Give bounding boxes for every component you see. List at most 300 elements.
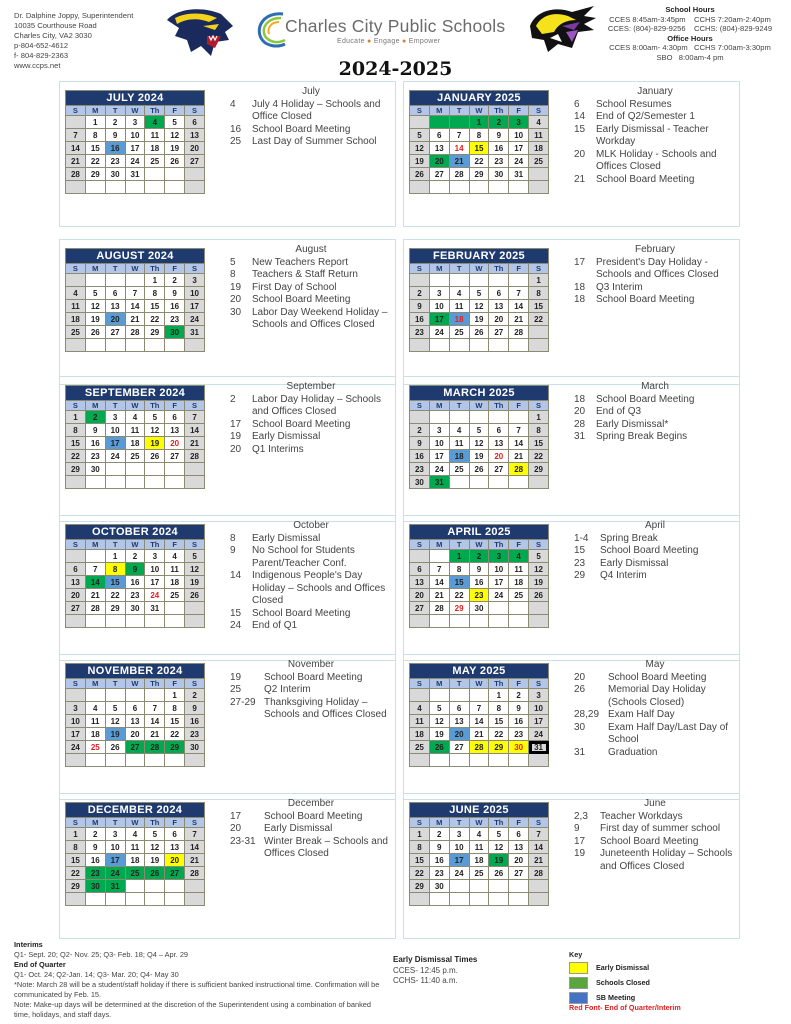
day-cell[interactable]: 14 <box>185 841 205 854</box>
day-cell[interactable]: 5 <box>469 424 489 437</box>
day-cell[interactable]: 22 <box>66 867 86 880</box>
day-cell[interactable]: 21 <box>85 589 105 602</box>
day-cell[interactable]: 12 <box>469 300 489 313</box>
day-cell[interactable]: 18 <box>165 576 185 589</box>
day-cell[interactable]: 1 <box>489 689 509 702</box>
day-cell[interactable]: 17 <box>429 313 449 326</box>
day-cell[interactable]: 21 <box>449 155 469 168</box>
day-cell[interactable]: 31 <box>509 168 529 181</box>
day-cell[interactable]: 13 <box>449 715 469 728</box>
day-cell[interactable]: 20 <box>185 142 205 155</box>
day-cell[interactable]: 25 <box>165 589 185 602</box>
day-cell[interactable]: 21 <box>185 437 205 450</box>
day-cell[interactable]: 1 <box>469 116 489 129</box>
day-cell[interactable]: 6 <box>449 702 469 715</box>
day-cell[interactable]: 26 <box>410 168 430 181</box>
day-cell[interactable]: 18 <box>469 854 489 867</box>
day-cell[interactable]: 14 <box>125 300 145 313</box>
day-cell[interactable]: 19 <box>529 576 549 589</box>
day-cell[interactable]: 14 <box>469 715 489 728</box>
day-cell[interactable]: 13 <box>165 424 185 437</box>
day-cell[interactable]: 17 <box>529 715 549 728</box>
day-cell[interactable]: 2 <box>429 828 449 841</box>
day-cell[interactable]: 14 <box>145 715 165 728</box>
day-cell[interactable]: 30 <box>125 602 145 615</box>
day-cell[interactable]: 14 <box>85 576 105 589</box>
day-cell[interactable]: 24 <box>429 326 449 339</box>
day-cell[interactable]: 13 <box>66 576 86 589</box>
day-cell[interactable]: 9 <box>410 437 430 450</box>
day-cell[interactable]: 1 <box>66 411 86 424</box>
day-cell[interactable]: 27 <box>449 741 469 754</box>
day-cell[interactable]: 16 <box>105 142 125 155</box>
day-cell[interactable]: 12 <box>469 437 489 450</box>
day-cell[interactable]: 30 <box>410 476 430 489</box>
day-cell[interactable]: 9 <box>125 563 145 576</box>
day-cell[interactable]: 4 <box>125 828 145 841</box>
day-cell[interactable]: 18 <box>529 142 549 155</box>
day-cell[interactable]: 23 <box>105 155 125 168</box>
day-cell[interactable]: 29 <box>489 741 509 754</box>
day-cell[interactable]: 30 <box>185 741 205 754</box>
day-cell[interactable]: 17 <box>489 576 509 589</box>
day-cell[interactable]: 3 <box>145 550 165 563</box>
day-cell[interactable]: 1 <box>529 411 549 424</box>
day-cell[interactable]: 16 <box>185 715 205 728</box>
day-cell[interactable]: 5 <box>165 116 185 129</box>
day-cell[interactable]: 21 <box>429 589 449 602</box>
day-cell[interactable]: 15 <box>410 854 430 867</box>
day-cell[interactable]: 5 <box>469 287 489 300</box>
day-cell[interactable]: 8 <box>105 563 125 576</box>
day-cell[interactable]: 12 <box>105 715 125 728</box>
day-cell[interactable]: 9 <box>165 287 185 300</box>
day-cell[interactable]: 12 <box>145 841 165 854</box>
day-cell[interactable]: 11 <box>410 715 430 728</box>
day-cell[interactable]: 15 <box>85 142 105 155</box>
day-cell[interactable]: 17 <box>145 576 165 589</box>
day-cell[interactable]: 27 <box>165 450 185 463</box>
day-cell[interactable]: 24 <box>489 589 509 602</box>
day-cell[interactable]: 20 <box>66 589 86 602</box>
day-cell[interactable]: 22 <box>410 867 430 880</box>
day-cell[interactable]: 25 <box>145 155 165 168</box>
day-cell[interactable]: 22 <box>489 728 509 741</box>
day-cell[interactable]: 6 <box>429 129 449 142</box>
day-cell[interactable]: 4 <box>165 550 185 563</box>
day-cell[interactable]: 7 <box>469 702 489 715</box>
day-cell[interactable]: 20 <box>449 728 469 741</box>
day-cell[interactable]: 3 <box>66 702 86 715</box>
day-cell[interactable]: 8 <box>410 841 430 854</box>
day-cell[interactable]: 14 <box>449 142 469 155</box>
day-cell[interactable]: 29 <box>449 602 469 615</box>
day-cell[interactable]: 7 <box>125 287 145 300</box>
day-cell[interactable]: 8 <box>449 563 469 576</box>
day-cell[interactable]: 28 <box>145 741 165 754</box>
day-cell[interactable]: 27 <box>125 741 145 754</box>
day-cell[interactable]: 19 <box>145 854 165 867</box>
day-cell[interactable]: 3 <box>429 287 449 300</box>
day-cell[interactable]: 6 <box>489 287 509 300</box>
day-cell[interactable]: 13 <box>185 129 205 142</box>
day-cell[interactable]: 19 <box>410 155 430 168</box>
day-cell[interactable]: 25 <box>529 155 549 168</box>
day-cell[interactable]: 27 <box>66 602 86 615</box>
day-cell[interactable]: 2 <box>85 411 105 424</box>
day-cell[interactable]: 20 <box>410 589 430 602</box>
day-cell[interactable]: 28 <box>529 867 549 880</box>
day-cell[interactable]: 3 <box>449 828 469 841</box>
day-cell[interactable]: 16 <box>429 854 449 867</box>
day-cell[interactable]: 17 <box>125 142 145 155</box>
day-cell[interactable]: 20 <box>489 313 509 326</box>
day-cell[interactable]: 23 <box>509 728 529 741</box>
day-cell[interactable]: 3 <box>105 411 125 424</box>
day-cell[interactable]: 2 <box>410 287 430 300</box>
day-cell[interactable]: 6 <box>125 702 145 715</box>
day-cell[interactable]: 23 <box>410 326 430 339</box>
day-cell[interactable]: 10 <box>66 715 86 728</box>
day-cell[interactable]: 7 <box>145 702 165 715</box>
day-cell[interactable]: 11 <box>449 437 469 450</box>
day-cell[interactable]: 24 <box>509 155 529 168</box>
day-cell[interactable]: 31 <box>529 741 549 754</box>
day-cell[interactable]: 13 <box>410 576 430 589</box>
day-cell[interactable]: 9 <box>410 300 430 313</box>
day-cell[interactable]: 12 <box>429 715 449 728</box>
day-cell[interactable]: 4 <box>85 702 105 715</box>
day-cell[interactable]: 22 <box>145 313 165 326</box>
day-cell[interactable]: 13 <box>429 142 449 155</box>
day-cell[interactable]: 31 <box>185 326 205 339</box>
day-cell[interactable]: 14 <box>185 424 205 437</box>
day-cell[interactable]: 24 <box>529 728 549 741</box>
day-cell[interactable]: 28 <box>185 450 205 463</box>
day-cell[interactable]: 7 <box>185 411 205 424</box>
day-cell[interactable]: 7 <box>185 828 205 841</box>
day-cell[interactable]: 29 <box>469 168 489 181</box>
day-cell[interactable]: 7 <box>85 563 105 576</box>
day-cell[interactable]: 16 <box>410 450 430 463</box>
day-cell[interactable]: 20 <box>429 155 449 168</box>
day-cell[interactable]: 21 <box>145 728 165 741</box>
day-cell[interactable]: 23 <box>165 313 185 326</box>
day-cell[interactable]: 19 <box>105 728 125 741</box>
day-cell[interactable]: 29 <box>410 880 430 893</box>
day-cell[interactable]: 25 <box>509 589 529 602</box>
day-cell[interactable]: 22 <box>529 450 549 463</box>
day-cell[interactable]: 13 <box>125 715 145 728</box>
day-cell[interactable]: 16 <box>85 437 105 450</box>
day-cell[interactable]: 18 <box>85 728 105 741</box>
day-cell[interactable]: 24 <box>449 867 469 880</box>
day-cell[interactable]: 24 <box>185 313 205 326</box>
day-cell[interactable]: 14 <box>429 576 449 589</box>
day-cell[interactable]: 6 <box>489 424 509 437</box>
day-cell[interactable]: 20 <box>509 854 529 867</box>
day-cell[interactable]: 23 <box>489 155 509 168</box>
day-cell[interactable]: 5 <box>489 828 509 841</box>
day-cell[interactable]: 29 <box>529 463 549 476</box>
day-cell[interactable]: 23 <box>469 589 489 602</box>
day-cell[interactable]: 11 <box>66 300 86 313</box>
day-cell[interactable]: 31 <box>105 880 125 893</box>
day-cell[interactable]: 7 <box>449 129 469 142</box>
day-cell[interactable]: 19 <box>489 854 509 867</box>
day-cell[interactable]: 22 <box>85 155 105 168</box>
day-cell[interactable]: 2 <box>469 550 489 563</box>
day-cell[interactable]: 6 <box>165 411 185 424</box>
day-cell[interactable]: 7 <box>429 563 449 576</box>
day-cell[interactable]: 10 <box>429 300 449 313</box>
website-link[interactable]: www.ccps.net <box>14 61 61 70</box>
day-cell[interactable]: 4 <box>509 550 529 563</box>
day-cell[interactable]: 26 <box>489 867 509 880</box>
day-cell[interactable]: 28 <box>509 463 529 476</box>
day-cell[interactable]: 19 <box>469 313 489 326</box>
day-cell[interactable]: 16 <box>489 142 509 155</box>
day-cell[interactable]: 12 <box>529 563 549 576</box>
day-cell[interactable]: 19 <box>145 437 165 450</box>
day-cell[interactable]: 4 <box>449 287 469 300</box>
day-cell[interactable]: 10 <box>145 563 165 576</box>
day-cell[interactable]: 15 <box>449 576 469 589</box>
day-cell[interactable]: 7 <box>509 287 529 300</box>
day-cell[interactable]: 1 <box>410 828 430 841</box>
day-cell[interactable]: 8 <box>66 841 86 854</box>
day-cell[interactable]: 4 <box>469 828 489 841</box>
day-cell[interactable]: 19 <box>185 576 205 589</box>
day-cell[interactable]: 1 <box>105 550 125 563</box>
day-cell[interactable]: 28 <box>429 602 449 615</box>
day-cell[interactable]: 31 <box>125 168 145 181</box>
day-cell[interactable]: 19 <box>469 450 489 463</box>
day-cell[interactable]: 13 <box>489 300 509 313</box>
day-cell[interactable]: 14 <box>509 300 529 313</box>
day-cell[interactable]: 5 <box>105 702 125 715</box>
day-cell[interactable]: 25 <box>469 867 489 880</box>
day-cell[interactable]: 15 <box>145 300 165 313</box>
day-cell[interactable]: 14 <box>509 437 529 450</box>
day-cell[interactable]: 15 <box>529 300 549 313</box>
day-cell[interactable]: 23 <box>125 589 145 602</box>
day-cell[interactable]: 16 <box>509 715 529 728</box>
day-cell[interactable]: 10 <box>449 841 469 854</box>
day-cell[interactable]: 27 <box>410 602 430 615</box>
day-cell[interactable]: 12 <box>145 424 165 437</box>
day-cell[interactable]: 6 <box>410 563 430 576</box>
day-cell[interactable]: 26 <box>469 463 489 476</box>
day-cell[interactable]: 5 <box>85 287 105 300</box>
day-cell[interactable]: 18 <box>66 313 86 326</box>
day-cell[interactable]: 21 <box>66 155 86 168</box>
day-cell[interactable]: 27 <box>509 867 529 880</box>
day-cell[interactable]: 24 <box>105 450 125 463</box>
day-cell[interactable]: 4 <box>529 116 549 129</box>
day-cell[interactable]: 10 <box>105 841 125 854</box>
day-cell[interactable]: 12 <box>185 563 205 576</box>
day-cell[interactable]: 8 <box>85 129 105 142</box>
day-cell[interactable]: 22 <box>469 155 489 168</box>
day-cell[interactable]: 9 <box>429 841 449 854</box>
day-cell[interactable]: 31 <box>429 476 449 489</box>
day-cell[interactable]: 23 <box>85 450 105 463</box>
day-cell[interactable]: 11 <box>125 424 145 437</box>
day-cell[interactable]: 26 <box>529 589 549 602</box>
day-cell[interactable]: 20 <box>105 313 125 326</box>
day-cell[interactable]: 24 <box>105 867 125 880</box>
day-cell[interactable]: 25 <box>66 326 86 339</box>
day-cell[interactable]: 24 <box>125 155 145 168</box>
day-cell[interactable]: 2 <box>509 689 529 702</box>
day-cell[interactable]: 1 <box>449 550 469 563</box>
day-cell[interactable]: 19 <box>165 142 185 155</box>
day-cell[interactable]: 1 <box>145 274 165 287</box>
day-cell[interactable]: 2 <box>489 116 509 129</box>
day-cell[interactable]: 15 <box>489 715 509 728</box>
day-cell[interactable]: 9 <box>105 129 125 142</box>
day-cell[interactable]: 21 <box>469 728 489 741</box>
day-cell[interactable]: 28 <box>449 168 469 181</box>
day-cell[interactable]: 26 <box>185 589 205 602</box>
day-cell[interactable]: 13 <box>165 841 185 854</box>
day-cell[interactable]: 2 <box>410 424 430 437</box>
day-cell[interactable]: 23 <box>410 463 430 476</box>
day-cell[interactable]: 4 <box>449 424 469 437</box>
day-cell[interactable]: 29 <box>145 326 165 339</box>
day-cell[interactable]: 8 <box>165 702 185 715</box>
day-cell[interactable]: 6 <box>509 828 529 841</box>
day-cell[interactable]: 10 <box>509 129 529 142</box>
day-cell[interactable]: 10 <box>105 424 125 437</box>
day-cell[interactable]: 8 <box>529 424 549 437</box>
day-cell[interactable]: 26 <box>145 450 165 463</box>
day-cell[interactable]: 28 <box>185 867 205 880</box>
day-cell[interactable]: 16 <box>125 576 145 589</box>
day-cell[interactable]: 27 <box>165 867 185 880</box>
day-cell[interactable]: 17 <box>105 437 125 450</box>
day-cell[interactable]: 15 <box>529 437 549 450</box>
day-cell[interactable]: 10 <box>529 702 549 715</box>
day-cell[interactable]: 15 <box>66 437 86 450</box>
day-cell[interactable]: 11 <box>165 563 185 576</box>
day-cell[interactable]: 21 <box>185 854 205 867</box>
day-cell[interactable]: 3 <box>529 689 549 702</box>
day-cell[interactable]: 22 <box>449 589 469 602</box>
day-cell[interactable]: 9 <box>85 841 105 854</box>
day-cell[interactable]: 9 <box>489 129 509 142</box>
day-cell[interactable]: 15 <box>66 854 86 867</box>
day-cell[interactable]: 5 <box>410 129 430 142</box>
day-cell[interactable]: 29 <box>85 168 105 181</box>
day-cell[interactable]: 21 <box>529 854 549 867</box>
day-cell[interactable]: 20 <box>165 437 185 450</box>
day-cell[interactable]: 26 <box>105 741 125 754</box>
day-cell[interactable]: 16 <box>165 300 185 313</box>
day-cell[interactable]: 13 <box>489 437 509 450</box>
day-cell[interactable]: 4 <box>66 287 86 300</box>
day-cell[interactable]: 31 <box>145 602 165 615</box>
day-cell[interactable]: 23 <box>85 867 105 880</box>
day-cell[interactable]: 18 <box>125 854 145 867</box>
day-cell[interactable]: 12 <box>489 841 509 854</box>
day-cell[interactable]: 11 <box>529 129 549 142</box>
day-cell[interactable]: 15 <box>469 142 489 155</box>
day-cell[interactable]: 30 <box>489 168 509 181</box>
day-cell[interactable]: 26 <box>469 326 489 339</box>
day-cell[interactable]: 6 <box>105 287 125 300</box>
day-cell[interactable]: 29 <box>66 463 86 476</box>
day-cell[interactable]: 3 <box>489 550 509 563</box>
day-cell[interactable]: 2 <box>165 274 185 287</box>
day-cell[interactable]: 24 <box>145 589 165 602</box>
day-cell[interactable]: 16 <box>85 854 105 867</box>
day-cell[interactable]: 28 <box>509 326 529 339</box>
day-cell[interactable]: 30 <box>85 463 105 476</box>
day-cell[interactable]: 8 <box>469 129 489 142</box>
day-cell[interactable]: 24 <box>429 463 449 476</box>
day-cell[interactable]: 30 <box>509 741 529 754</box>
day-cell[interactable]: 17 <box>185 300 205 313</box>
day-cell[interactable]: 11 <box>469 841 489 854</box>
day-cell[interactable]: 20 <box>489 450 509 463</box>
day-cell[interactable]: 25 <box>125 450 145 463</box>
day-cell[interactable]: 8 <box>145 287 165 300</box>
day-cell[interactable]: 22 <box>105 589 125 602</box>
day-cell[interactable]: 8 <box>529 287 549 300</box>
day-cell[interactable]: 6 <box>165 828 185 841</box>
day-cell[interactable]: 18 <box>449 450 469 463</box>
day-cell[interactable]: 18 <box>125 437 145 450</box>
day-cell[interactable]: 21 <box>509 313 529 326</box>
day-cell[interactable]: 15 <box>165 715 185 728</box>
day-cell[interactable]: 10 <box>125 129 145 142</box>
day-cell[interactable]: 9 <box>509 702 529 715</box>
day-cell[interactable]: 19 <box>85 313 105 326</box>
day-cell[interactable]: 17 <box>105 854 125 867</box>
day-cell[interactable]: 12 <box>165 129 185 142</box>
day-cell[interactable]: 26 <box>85 326 105 339</box>
day-cell[interactable]: 22 <box>165 728 185 741</box>
day-cell[interactable]: 27 <box>185 155 205 168</box>
day-cell[interactable]: 27 <box>105 326 125 339</box>
day-cell[interactable]: 17 <box>66 728 86 741</box>
day-cell[interactable]: 26 <box>165 155 185 168</box>
day-cell[interactable]: 14 <box>66 142 86 155</box>
day-cell[interactable]: 17 <box>449 854 469 867</box>
day-cell[interactable]: 24 <box>66 741 86 754</box>
day-cell[interactable]: 3 <box>125 116 145 129</box>
day-cell[interactable]: 7 <box>66 129 86 142</box>
day-cell[interactable]: 18 <box>449 313 469 326</box>
day-cell[interactable]: 25 <box>85 741 105 754</box>
day-cell[interactable]: 27 <box>489 463 509 476</box>
day-cell[interactable]: 27 <box>489 326 509 339</box>
day-cell[interactable]: 1 <box>66 828 86 841</box>
day-cell[interactable]: 29 <box>66 880 86 893</box>
day-cell[interactable]: 5 <box>185 550 205 563</box>
day-cell[interactable]: 21 <box>125 313 145 326</box>
day-cell[interactable]: 23 <box>185 728 205 741</box>
day-cell[interactable]: 17 <box>429 450 449 463</box>
day-cell[interactable]: 30 <box>469 602 489 615</box>
day-cell[interactable]: 22 <box>66 450 86 463</box>
day-cell[interactable]: 28 <box>85 602 105 615</box>
day-cell[interactable]: 8 <box>66 424 86 437</box>
day-cell[interactable]: 26 <box>429 741 449 754</box>
day-cell[interactable]: 20 <box>125 728 145 741</box>
